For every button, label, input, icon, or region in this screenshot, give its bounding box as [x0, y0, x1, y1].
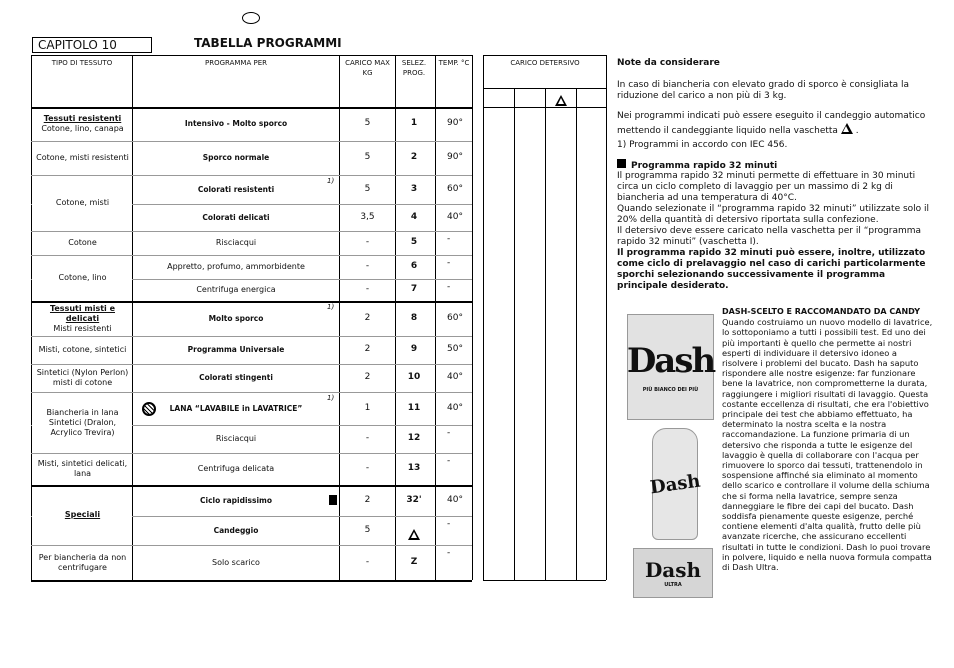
notes-title: Note da considerare: [617, 58, 720, 68]
load-value: 5: [364, 183, 371, 194]
temperature-value: -: [447, 428, 451, 438]
program-name: [134, 517, 338, 544]
dash-ultra-image: Dash ULTRA: [633, 548, 713, 598]
vline-left-border: [31, 55, 32, 580]
load-value: 3,5: [360, 211, 375, 222]
fabric-group: [33, 546, 132, 579]
selector-value: 12: [407, 433, 421, 443]
program-name: [134, 486, 338, 515]
temperature-value: 40°: [447, 372, 463, 382]
load-value: 2: [364, 372, 371, 382]
temperature-value: 60°: [447, 312, 463, 323]
load-value: -: [365, 433, 370, 443]
program-name: [134, 142, 338, 174]
col-header-detergent: CARICO DETERSIVO: [510, 59, 580, 67]
page-title: TABELLA PROGRAMMI: [194, 36, 342, 50]
program-name: [134, 280, 338, 300]
program-label: Candeggio: [213, 525, 259, 535]
fabric-group: [33, 108, 132, 140]
program-label: Intensivo - Molto sporco: [184, 119, 288, 128]
detergent-bottom-line: [483, 580, 606, 581]
temperature-value: 60°: [447, 183, 463, 194]
vline-fabric-divider: [132, 55, 133, 580]
load-value: 2: [364, 312, 371, 323]
fabric-group: [33, 256, 132, 300]
program-label: Risciacqui: [215, 238, 257, 247]
program-name: [134, 454, 338, 484]
fabric-group-text: Biancheria in lana Sintetici (Dralon, Acrylico Trevira): [46, 407, 119, 437]
fabric-group-title: Speciali: [64, 510, 101, 519]
fabric-group-text: Misti, cotone, sintetici: [38, 345, 127, 354]
temperature-value: -: [447, 282, 451, 292]
notes-paragraph-iec: 1) Programmi in accordo con IEC 456.: [617, 140, 788, 150]
fabric-group: [33, 232, 132, 254]
selector-value: 8: [410, 312, 418, 323]
fabric-group-text: Cotone, misti resistenti: [36, 153, 129, 162]
detergent-bleach-triangle-icon: [546, 91, 576, 110]
program-label: Programma Universale: [187, 345, 285, 354]
chapter-box: CAPITOLO 10: [32, 37, 152, 53]
selector-value: 9: [410, 344, 418, 354]
row-line: [31, 580, 472, 582]
program-name: [134, 365, 338, 391]
detergent-header-line: [483, 107, 606, 108]
dash-box-image: Dash PIÙ BIANCO DEI PIÙ: [627, 314, 714, 420]
program-name: [134, 546, 338, 579]
col-header-load: CARICO MAX KG: [345, 59, 390, 77]
load-value: -: [365, 261, 370, 271]
temperature-value: -: [447, 519, 451, 529]
fabric-group-text: Cotone, lino: [58, 273, 107, 282]
program-label: Solo scarico: [212, 557, 260, 567]
notes-paragraph-bleach: Nei programmi indicati può essere eseguito il candeggio automatico mettendo il candeggiante liquido nella vaschetta .: [617, 111, 926, 136]
temperature-value: 40°: [447, 211, 463, 222]
table-top-line: [31, 55, 472, 56]
temperature-value: -: [447, 258, 451, 268]
fabric-group: [33, 365, 132, 391]
temperature-value: -: [447, 234, 451, 244]
program-name: [134, 205, 338, 230]
program-name: [134, 393, 338, 424]
program-name: [134, 426, 338, 452]
program-label: Ciclo rapidissimo: [200, 495, 272, 505]
fabric-group-text: Misti resistenti: [53, 323, 112, 333]
dash-recommendation: DASH-SCELTO E RACCOMANDATO DA CANDY Quando costruiamo un nuovo modello di lavatrice, lo sottoponiamo a tutti i possibili test. Ed uno dei più importanti è quello che permette ai nostri esperti di individuare il detersivo idoneo a risolvere i problemi del bucato. Dash ha saputo rispondere alle nostre esigenze: far funzionare bene la lavatrice, non comprometterne la durata, raggiungere i migliori risultati di lavaggio. Questa costante eccellenza di risultati, che era l'obiettivo principale dei test che abbiamo effettuato, ha determinato la nostra scelta e la nostra raccomandazione. La funzione primaria di un detersivo che risponda a tutte le esigenze del lavaggio è quella di collaborare con l'acqua per rimuovere lo sporco dai tessuti, trattenendolo in sospensione affinché sia eliminato al momento dello scarico e controllare il volume della schiuma che si forma nella lavatrice, sempre senza danneggiare le fibre dei capi del bucato. Dash soddisfa pienamente queste esigenze, perché contiene elementi d'alta qualità, frutto delle più avanzate ricerche, che assicurano eccellenti risultati in tutte le condizioni. Dash lo puoi trovare in polvere, liquido e nella nuova formula compatta di Dash Ultra.: [722, 307, 933, 573]
fabric-group-text: Cotone, lino, canapa: [41, 124, 124, 133]
temperature-value: 90°: [447, 152, 463, 162]
vline-selector-divider: [435, 55, 436, 580]
fabric-group-text: Per biancheria da non centrifugare: [38, 552, 127, 572]
quick-cycle-square-icon: [329, 495, 337, 505]
notes-paragraph-load: In caso di biancheria con elevato grado di sporco è consigliata la riduzione del carico a non più di 3 kg.: [617, 80, 910, 101]
wool-icon: [142, 402, 156, 416]
program-label: LANA “LAVABILE in LAVATRICE”: [169, 403, 303, 413]
temperature-value: 50°: [447, 344, 463, 354]
program-name: [134, 232, 338, 254]
fabric-group: [33, 486, 132, 544]
selector-value: 6: [410, 261, 418, 271]
program-label: Sporco normale: [202, 153, 270, 162]
fabric-group-text: Misti, sintetici delicati, lana: [37, 459, 128, 478]
fabric-group: [33, 302, 132, 335]
fabric-group-title: Tessuti resistenti: [43, 114, 122, 123]
program-label: Colorati delicati: [202, 212, 270, 222]
col-header-selector: SELEZ. PROG.: [401, 59, 427, 77]
selector-value: 10: [407, 372, 421, 382]
selector-value: 2: [410, 152, 418, 162]
program-label: Centrifuga energica: [196, 285, 276, 294]
fabric-group: [33, 176, 132, 230]
load-value: 2: [364, 344, 371, 354]
load-value: 2: [364, 494, 371, 505]
detergent-vline: [514, 88, 515, 580]
load-value: 5: [364, 524, 371, 535]
selector-value: 11: [407, 402, 421, 413]
temperature-value: 40°: [447, 494, 463, 505]
dash-liquid-bottle-image: Dash: [652, 428, 698, 540]
footnote-mark: 1): [327, 394, 335, 402]
quick-program-text: Il programma rapido 32 minuti permette di effettuare in 30 minuti circa un ciclo completo di lavaggio per un massimo di 2 kg di biancheria ad una temperatura di 40°C. Quando selezionate il “programma rapido 32 minuti” utilizzate solo il 20% della quantità di detersivo riportata sulla confezione. Il detersivo deve essere caricato nella vaschetta per il “programma rapido 32 minuti” (vaschetta I). Il programma rapido 32 minuti può essere, inoltre, utilizzato come ciclo di prelavaggio nel caso di carichi particolarmente sporchi selezionando successivamente il programma principale desiderato.: [617, 171, 930, 291]
selector-value: 1: [410, 118, 418, 128]
footnote-mark: 1): [327, 303, 335, 311]
program-name: [134, 302, 338, 335]
quick-cycle-square-icon: [617, 159, 626, 168]
selector-value: 4: [410, 211, 418, 222]
footnote-mark: 1): [327, 177, 335, 185]
temperature-value: 90°: [447, 118, 463, 128]
detergent-vline: [545, 88, 546, 580]
load-value: -: [365, 556, 370, 567]
program-label: Appretto, profumo, ammorbidente: [167, 262, 305, 271]
fabric-group-text: Cotone: [68, 238, 97, 247]
bleach-triangle-icon: [396, 525, 432, 544]
detergent-subheader-line: [483, 88, 606, 89]
program-label: Molto sporco: [208, 313, 264, 323]
temperature-value: -: [447, 548, 451, 558]
fabric-group: [33, 393, 132, 452]
fabric-group: [33, 454, 132, 484]
program-label: Risciacqui: [215, 434, 257, 443]
detergent-top-line: [483, 55, 606, 56]
load-value: 5: [364, 118, 371, 128]
program-name: [134, 337, 338, 363]
fabric-group-title: Tessuti misti e delicati: [49, 303, 115, 323]
program-label: Colorati resistenti: [197, 184, 275, 194]
program-name: [134, 176, 338, 203]
col-header-fabric: TIPO DI TESSUTO: [51, 59, 113, 67]
language-oval-icon: [242, 12, 260, 24]
load-value: -: [365, 237, 370, 247]
bleach-triangle-icon: [841, 123, 853, 134]
program-label: Centrifuga delicata: [197, 464, 275, 473]
quick-program-title: Programma rapido 32 minuti: [617, 159, 937, 172]
load-value: 5: [364, 152, 371, 162]
detergent-vline: [606, 55, 607, 580]
fabric-group: [33, 337, 132, 363]
col-header-program: PROGRAMMA PER: [205, 59, 267, 67]
selector-value: 7: [410, 284, 418, 294]
load-value: 1: [364, 402, 371, 413]
program-label: Colorati stingenti: [199, 373, 273, 382]
program-name: [134, 108, 338, 140]
selector-value: 13: [407, 463, 421, 473]
selector-value: 3: [410, 183, 418, 194]
fabric-group-text: Sintetici (Nylon Perlon) misti di cotone: [36, 368, 129, 387]
selector-value: Z: [410, 556, 418, 567]
detergent-vline: [483, 55, 484, 580]
detergent-vline: [576, 88, 577, 580]
temperature-value: 40°: [447, 402, 463, 413]
program-name: [134, 256, 338, 278]
fabric-group: [33, 142, 132, 174]
selector-value: 5: [410, 237, 418, 247]
fabric-group-text: Cotone, misti: [55, 198, 110, 207]
vline-table-right-border: [472, 55, 473, 580]
selector-value: 32': [406, 494, 422, 505]
temperature-value: -: [447, 456, 451, 466]
col-header-temp: TEMP. °C: [438, 59, 470, 67]
load-value: -: [365, 284, 370, 294]
load-value: -: [365, 463, 370, 473]
